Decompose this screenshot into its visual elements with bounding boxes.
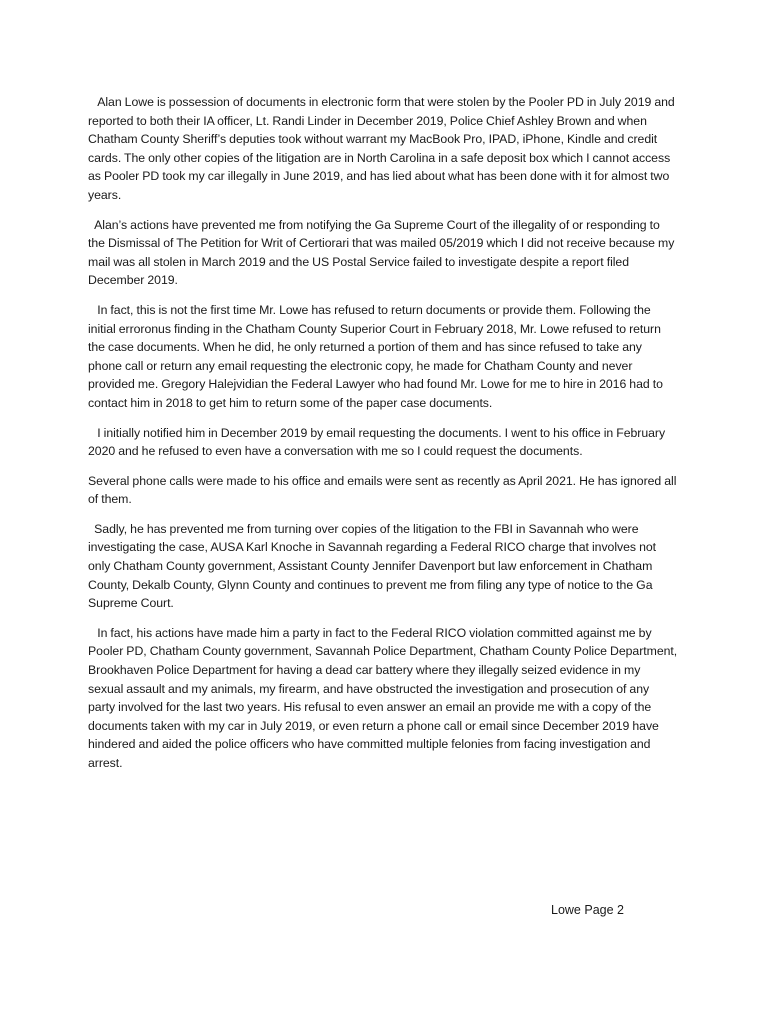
paragraph-7: In fact, his actions have made him a party in fact to the Federal RICO violation committed against me by Pooler PD, Chatham County government, Savannah Police Department, Chatham County Police Department, Brookhaven Police Department for having a dead car battery where they illegally seized evidence in my sexual assault and my animals, my firearm, and have obstructed the investigation and prosecution of any party involved for the last two years. His refusal to even answer an email an provide me with a copy of the documents taken with my car in July 2019, or even return a phone call or email since December 2019 have hindered and aided the police officers who have committed multiple felonies from facing investigation and arrest.: [88, 625, 681, 770]
page-footer: Lowe Page 2: [551, 903, 624, 917]
paragraph-5: Several phone calls were made to his office and emails were sent as recently as April 2021. He has ignored all of them.: [88, 473, 680, 507]
paragraph-2: Alan’s actions have prevented me from notifying the Ga Supreme Court of the illegality of or responding to the Dismissal of The Petition for Writ of Certiorari that was mailed 05/2019 which I did not receive because my mail was all stolen in March 2019 and the US Postal Service failed to investigate despite a report filed December 2019.: [88, 217, 678, 288]
paragraph-6: Sadly, he has prevented me from turning over copies of the litigation to the FBI in Savannah who were investigating the case, AUSA Karl Knoche in Savannah regarding a Federal RICO charge that involves not only Chatham County government, Assistant County Jennifer Davenport but law enforcement in Chatham County, Dekalb County, Glynn County and continues to prevent me from filing any type of notice to the Ga Supreme Court.: [88, 521, 660, 611]
paragraph-3: In fact, this is not the first time Mr. Lowe has refused to return documents or provide them. Following the initial erroronus finding in the Chatham County Superior Court in February 2018, Mr. Lowe refused to return the case documents. When he did, he only returned a portion of them and has since refused to take any phone call or return any email requesting the electronic copy, he made for Chatham County and never provided me. Gregory Halejvidian the Federal Lawyer who had found Mr. Lowe for me to hire in 2016 had to contact him in 2018 to get him to return some of the paper case documents.: [88, 302, 666, 410]
paragraph-4: I initially notified him in December 2019 by email requesting the documents. I went to his office in February 2020 and he refused to even have a conversation with me so I could request the documents.: [88, 425, 669, 459]
document-body: [88, 93, 681, 784]
paragraph-1: Alan Lowe is possession of documents in electronic form that were stolen by the Pooler PD in July 2019 and reported to both their IA officer, Lt. Randi Linder in December 2019, Police Chief Ashley Brown and when Chatham County Sheriff’s deputies took without warrant my MacBook Pro, IPAD, iPhone, Kindle and credit cards. The only other copies of the litigation are in North Carolina in a safe deposit box which I cannot access as Pooler PD took my car illegally in June 2019, and has lied about what has been done with it for almost two years.: [88, 95, 678, 202]
